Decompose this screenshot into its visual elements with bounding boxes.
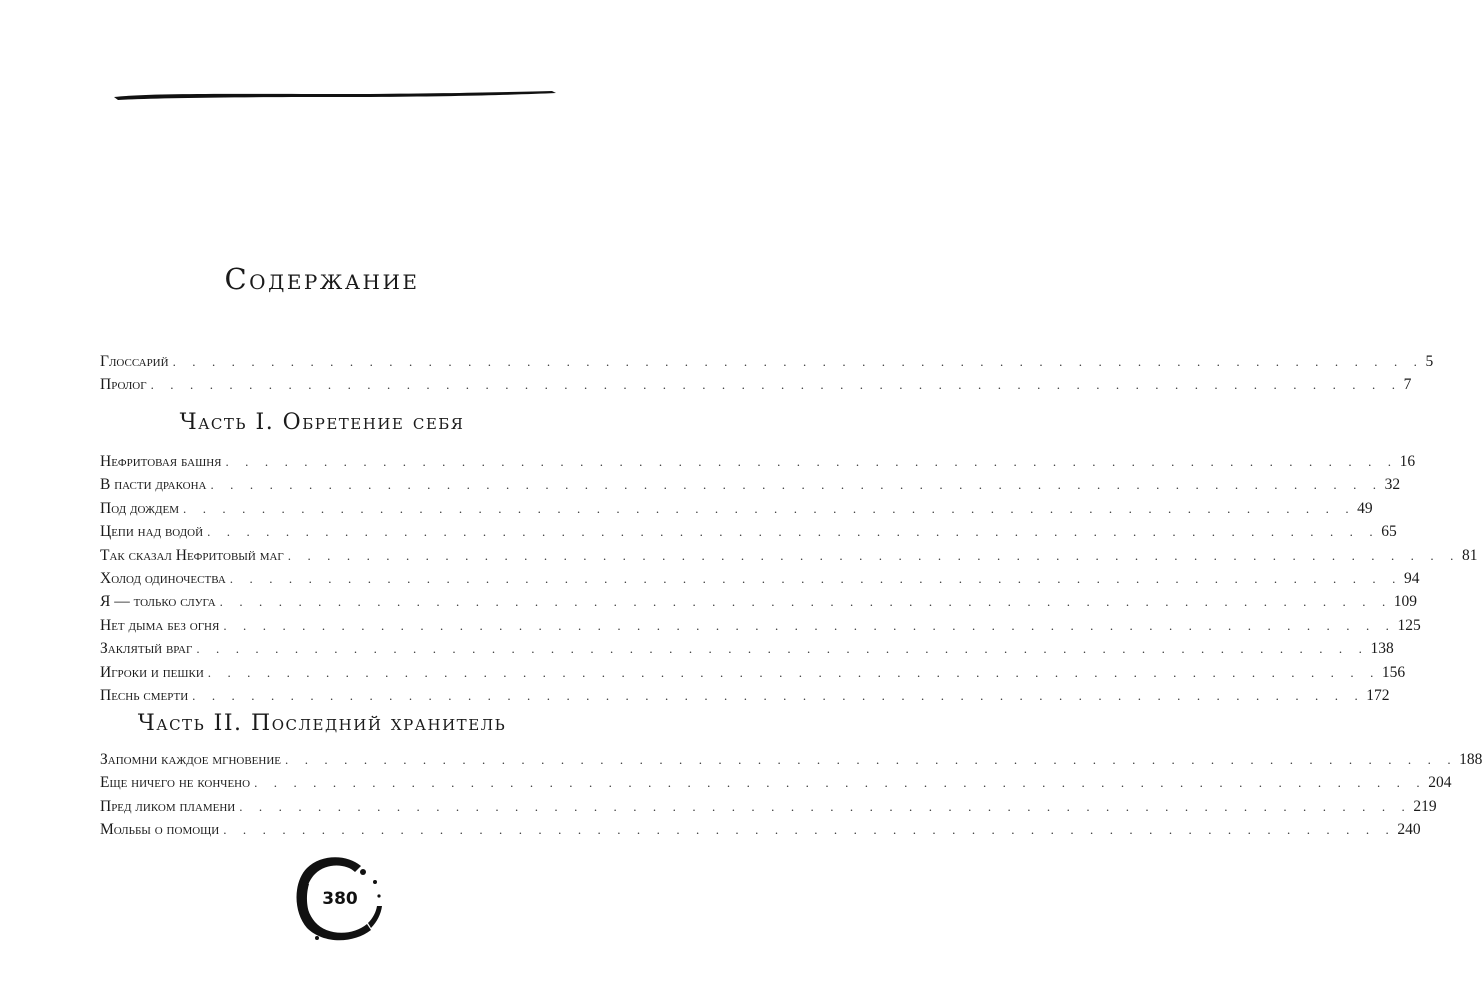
dot-leader: . . . . . . . . . . . . . . . . . . . . . . . . . . . . . . . . . . . . . . . . . . . . . . . . . . . . . . . . . . . . [229, 570, 1402, 586]
toc-entry-label: Холод одиночества [100, 569, 226, 587]
toc-entry-page: 204 [1428, 774, 1452, 792]
toc-entry[interactable] [100, 567, 1420, 590]
toc-entry-label: Пред ликом пламени [100, 797, 236, 815]
toc-entry[interactable] [100, 771, 1452, 794]
toc-entry-label: В пасти дракона [100, 476, 207, 494]
dot-leader: . . . . . . . . . . . . . . . . . . . . . . . . . . . . . . . . . . . . . . . . . . . . . . . . . . . . . . . . . . . . [225, 454, 1398, 469]
toc-entry[interactable] [100, 450, 1416, 473]
toc-entry-page: 32 [1384, 476, 1401, 494]
toc-part-1 [100, 450, 1478, 707]
dot-leader: . . . . . . . . . . . . . . . . . . . . . . . . . . . . . . . . . . . . . . . . . . . . . . . . . . . . . . . . . . . . [223, 822, 1396, 838]
dot-leader: . . . . . . . . . . . . . . . . . . . . . . . . . . . . . . . . . . . . . . . . . . . . . . . . . . . . . . . . . . . . [239, 798, 1412, 814]
dot-leader: . . . . . . . . . . . . . . . . . . . . . . . . . . . . . . . . . . . . . . . . . . . . . . . . . . . . . . . . . . . . [192, 687, 1365, 703]
part-heading: Часть II. Последний хранитель [137, 711, 507, 736]
toc-front-matter [100, 350, 1434, 397]
toc-entry[interactable] [100, 497, 1373, 520]
toc-entry-page: 188 [1459, 751, 1482, 768]
dot-leader: . . . . . . . . . . . . . . . . . . . . . . . . . . . . . . . . . . . . . . . . . . . . . . . . . . . . . . . . . . . . [223, 617, 1396, 633]
dot-leader: . . . . . . . . . . . . . . . . . . . . . . . . . . . . . . . . . . . . . . . . . . . . . . . . . . . . . . . . . . . . [196, 641, 1369, 657]
toc-entry-label: Цепи над водой [100, 523, 204, 541]
toc-part-2 [100, 748, 1482, 842]
toc-entry-page: 172 [1366, 686, 1390, 704]
dot-leader: . . . . . . . . . . . . . . . . . . . . . . . . . . . . . . . . . . . . . . . . . . . . . . . . . . . . . . . . . . . . [207, 664, 1380, 680]
toc-entry[interactable] [100, 795, 1437, 818]
toc-entry-page: 156 [1381, 663, 1406, 681]
toc-entry[interactable] [100, 748, 1482, 771]
toc-entry-page: 7 [1403, 376, 1412, 394]
dot-leader: . . . . . . . . . . . . . . . . . . . . . . . . . . . . . . . . . . . . . . . . . . . . . . . . . . . . . . . . . . . . . . . . [150, 377, 1402, 393]
toc-entry-label: Под дождем [100, 499, 180, 517]
toc-entry[interactable] [100, 684, 1390, 707]
page-title: Содержание [224, 262, 420, 296]
toc-entry-page: 125 [1397, 616, 1421, 634]
toc-entry-label: Нефритовая башня [100, 453, 222, 470]
dot-leader: . . . . . . . . . . . . . . . . . . . . . . . . . . . . . . . . . . . . . . . . . . . . . . . . . . . . . . . . . . . . [285, 752, 1458, 767]
toc-entry[interactable] [100, 637, 1394, 660]
toc-entry-page: 109 [1393, 593, 1418, 611]
dot-leader: . . . . . . . . . . . . . . . . . . . . . . . . . . . . . . . . . . . . . . . . . . . . . . . . . . . . . . . . . . . . [210, 477, 1383, 493]
brush-stroke-rule-icon [112, 88, 558, 102]
dot-leader: . . . . . . . . . . . . . . . . . . . . . . . . . . . . . . . . . . . . . . . . . . . . . . . . . . . . . . . . . . . . [183, 500, 1356, 516]
part-heading: Часть I. Обретение себя [179, 410, 465, 435]
toc-entry-page: 65 [1381, 523, 1397, 541]
toc-entry[interactable] [100, 590, 1418, 613]
toc-entry-page: 94 [1403, 569, 1420, 587]
toc-entry[interactable] [100, 473, 1401, 496]
toc-entry[interactable] [100, 520, 1397, 543]
dot-leader: . . . . . . . . . . . . . . . . . . . . . . . . . . . . . . . . . . . . . . . . . . . . . . . . . . . . . . . . . . . . . . . . [172, 354, 1424, 369]
toc-entry-label: Нет дыма без огня [100, 616, 220, 634]
toc-entry[interactable] [100, 614, 1421, 637]
toc-entry-label: Пролог [100, 376, 147, 394]
dot-leader: . . . . . . . . . . . . . . . . . . . . . . . . . . . . . . . . . . . . . . . . . . . . . . . . . . . . . . . . . . . . [207, 524, 1380, 540]
toc-entry-page: 16 [1399, 453, 1416, 470]
toc-entry-page: 240 [1397, 821, 1421, 839]
toc-entry-page: 81 [1461, 546, 1478, 564]
dot-leader: . . . . . . . . . . . . . . . . . . . . . . . . . . . . . . . . . . . . . . . . . . . . . . . . . . . . . . . . . . . . [254, 775, 1427, 791]
toc-entry-page: 138 [1370, 640, 1394, 658]
toc-entry-page: 5 [1425, 353, 1434, 370]
toc-entry[interactable] [100, 544, 1478, 567]
toc-entry-label: Игроки и пешки [100, 663, 204, 681]
toc-entry[interactable] [100, 818, 1421, 841]
toc-entry[interactable] [100, 661, 1406, 684]
dot-leader: . . . . . . . . . . . . . . . . . . . . . . . . . . . . . . . . . . . . . . . . . . . . . . . . . . . . . . . . . . . . [287, 547, 1460, 563]
toc-entry-label: Еще ничего не кончено [100, 774, 251, 792]
toc-entry-label: Я — только слуга [100, 593, 216, 611]
toc-entry-label: Мольбы о помощи [100, 821, 220, 839]
toc-entry[interactable] [100, 373, 1412, 396]
toc-entry-page: 219 [1413, 797, 1437, 815]
toc-entry[interactable] [100, 350, 1434, 373]
toc-entry-label: Песнь смерти [100, 686, 189, 704]
toc-entry-label: Так сказал Нефритовый маг [100, 546, 284, 564]
dot-leader: . . . . . . . . . . . . . . . . . . . . . . . . . . . . . . . . . . . . . . . . . . . . . . . . . . . . . . . . . . . . [219, 594, 1392, 610]
toc-entry-label: Запомни каждое мгновение [100, 751, 282, 768]
toc-entry-label: Глоссарий [100, 353, 169, 370]
toc-entry-label: Заклятый враг [100, 640, 193, 658]
page-number: 380 [322, 889, 358, 909]
toc-entry-page: 49 [1357, 499, 1373, 517]
